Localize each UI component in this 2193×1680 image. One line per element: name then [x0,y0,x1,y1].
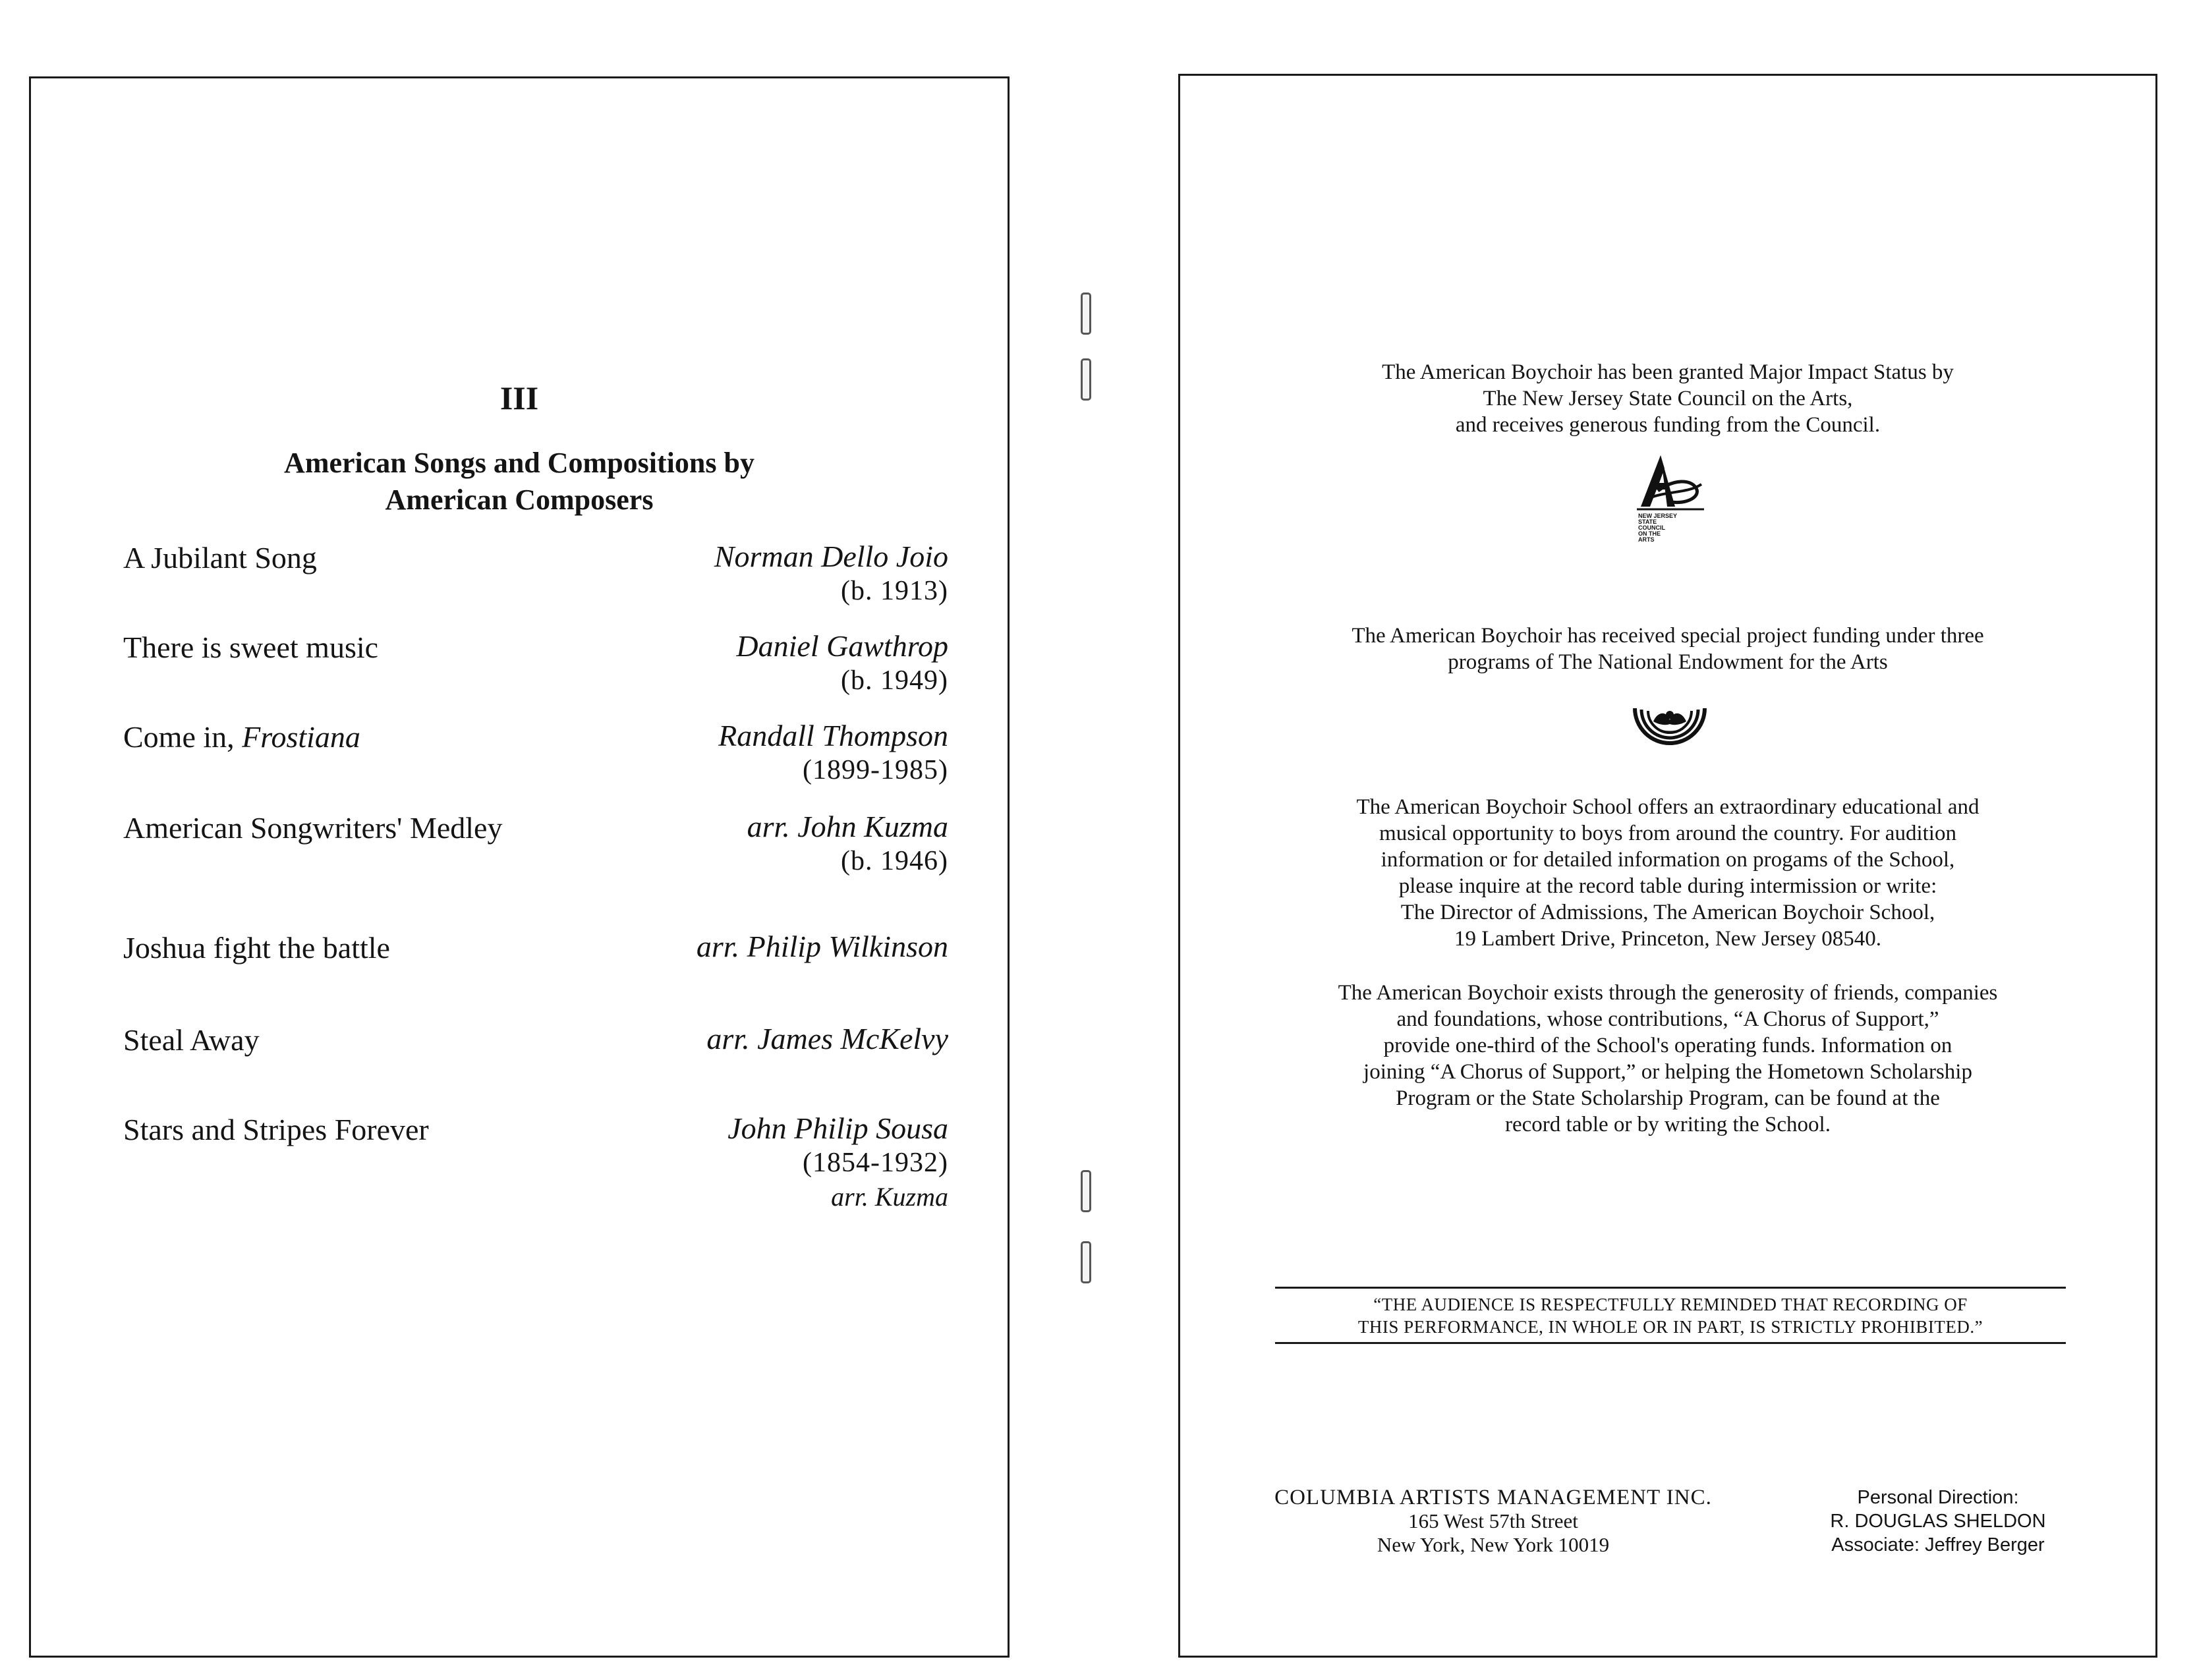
program-item-title: Stars and Stripes Forever [123,1113,429,1146]
composer-dates: (b. 1949) [841,665,948,696]
composer-name: Norman Dello Joio [714,540,948,573]
composer-name: arr. Philip Wilkinson [696,930,948,963]
school-line: musical opportunity to boys from around the country. For audition [1379,822,1956,845]
composer-dates: (1899-1985) [803,755,948,785]
school-line: please inquire at the record table during intermission or write: [1398,874,1937,898]
management-address2: New York, New York 10019 [1377,1533,1610,1556]
support-line: The American Boychoir exists through the generosity of friends, companies [1338,981,1998,1005]
support-line: Program or the State Scholarship Program, can be found at the [1396,1086,1940,1110]
left-page [29,76,1010,1658]
school-line: The Director of Admissions, The American Boychoir School, [1400,901,1935,924]
support-line: and foundations, whose contributions, “A Chorus of Support,” [1396,1007,1939,1031]
program-item [123,629,948,708]
school-line: 19 Lambert Drive, Princeton, New Jersey 08540. [1454,927,1881,951]
notice-top-rule [1275,1287,2066,1289]
nj-council-statement [1180,359,2155,438]
management-block [1266,1486,1721,1557]
staple-bottom-lower [1081,1241,1091,1283]
support-line: record table or by writing the School. [1505,1113,1831,1136]
staple-top-lower [1081,358,1091,401]
program-item-title: Joshua fight the battle [123,931,390,965]
nj-logo-text-line: ON THE [1638,530,1661,537]
program-item [123,930,948,1009]
program-item-title: There is sweet music [123,630,379,664]
program-item-title-italic: Frostiana [242,720,360,754]
nj-logo-mark-icon [1628,453,1720,512]
nea-emblem-icon [1627,695,1713,761]
notice-bottom-rule [1275,1342,2066,1344]
management-address1: 165 West 57th Street [1408,1509,1578,1532]
composer-name: arr. John Kuzma [747,810,948,843]
school-line: information or for detailed information on progams of the School, [1381,848,1955,872]
composer-name: arr. James McKelvy [706,1022,948,1055]
section-title-line1: American Songs and Compositions by [284,447,755,479]
composer-dates: (b. 1946) [841,846,948,876]
composer-dates: (1854-1932) [803,1148,948,1178]
program-item-title: American Songwriters' Medley [123,811,503,845]
direction-name: R. DOUGLAS SHELDON [1830,1511,2046,1532]
management-name: COLUMBIA ARTISTS MANAGEMENT INC. [1274,1486,1712,1509]
nea-line1: The American Boychoir has received special project funding under three [1352,624,1984,648]
nj-logo-text-line: ARTS [1638,536,1655,543]
direction-block [1800,1486,2076,1557]
direction-label: Personal Direction: [1857,1487,2019,1508]
notice-line1: “THE AUDIENCE IS RESPECTFULLY REMINDED THAT RECORDING OF [1373,1295,1968,1314]
composer-name: Daniel Gawthrop [736,629,948,663]
school-statement [1180,794,2155,952]
composer-dates: (b. 1913) [841,576,948,606]
composer-name: John Philip Sousa [727,1111,948,1145]
program-item [123,810,948,889]
program-item-credit [718,719,948,787]
nj-logo-text-line: NEW JERSEY [1638,513,1678,519]
nj-council-line1: The American Boychoir has been granted Major Impact Status by [1382,360,1954,384]
program-item-credit [706,1022,948,1056]
section-title [150,445,889,518]
support-line: joining “A Chorus of Support,” or helping the Hometown Scholarship [1363,1060,1972,1084]
school-line: The American Boychoir School offers an extraordinary educational and [1356,795,1979,819]
nj-logo-text [1638,513,1677,543]
nj-logo-text-line: COUNCIL [1638,524,1665,531]
nea-statement [1180,623,2155,675]
nj-logo-text-line: STATE [1638,518,1657,525]
program-item-credit [697,930,948,964]
direction-associate: Associate: Jeffrey Berger [1831,1534,2045,1555]
program-item-title: Steal Away [123,1023,260,1057]
recording-notice [1275,1293,2066,1338]
staple-bottom-upper [1081,1170,1091,1212]
program-item-title: A Jubilant Song [123,541,317,574]
staple-top-upper [1081,293,1091,335]
program-item-credit [727,1111,948,1214]
nj-council-line2: The New Jersey State Council on the Arts, [1483,387,1853,410]
program-item-title [123,719,360,756]
section-title-line2: American Composers [385,484,654,516]
program-item [123,540,948,619]
arranger-note: arr. Kuzma [831,1182,948,1212]
support-statement [1180,980,2155,1138]
section-numeral: III [499,379,539,416]
nj-council-line3: and receives generous funding from the Council. [1455,413,1881,437]
nj-state-council-logo [1628,453,1720,543]
program-item-title-plain: Come in, [123,720,242,754]
program-item-credit [714,540,948,608]
notice-line2: THIS PERFORMANCE, IN WHOLE OR IN PART, IS STRICTLY PROHIBITED.” [1357,1317,1983,1337]
program-item-credit [747,810,948,878]
program-item [123,719,948,798]
program-item [123,1022,948,1101]
nea-line2: programs of The National Endowment for the Arts [1448,650,1888,674]
program-item [123,1111,948,1223]
support-line: provide one-third of the School's operating funds. Information on [1383,1034,1952,1057]
program-item-credit [736,629,948,698]
right-page [1178,74,2157,1658]
composer-name: Randall Thompson [718,719,948,752]
